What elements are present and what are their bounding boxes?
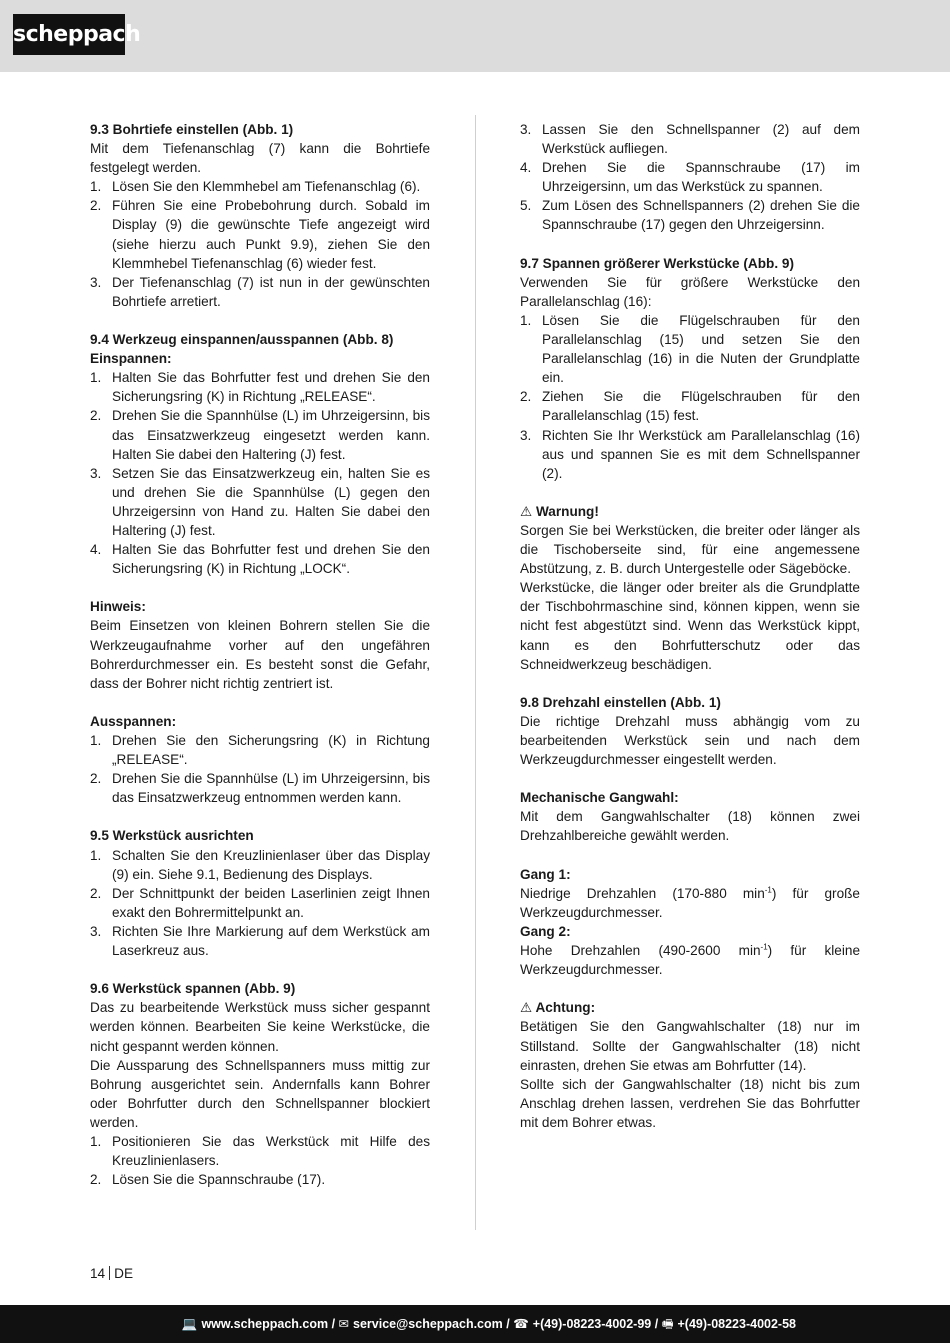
- section-9-5-heading: 9.5 Werkstück ausrichten: [90, 828, 254, 844]
- list-item: [90, 1132, 430, 1170]
- list-item-number: 1.: [90, 733, 102, 748]
- list-item-text: Halten Sie das Bohrfutter fest und drehen Sie den Sicherungsring (K) in Richtung „LOCK“.: [112, 542, 430, 577]
- section-9-6-steps: [90, 1132, 430, 1189]
- list-item-text: Lassen Sie den Schnellspanner (2) auf dem Werkstück aufliegen.: [542, 122, 860, 157]
- list-item-number: 4.: [520, 160, 532, 176]
- list-item-text: Lösen Sie den Klemmhebel am Tiefenanschlag (6).: [112, 179, 421, 195]
- section-9-7-steps: [520, 311, 860, 483]
- list-item: [520, 426, 860, 483]
- section-9-6-steps-continued: [520, 120, 860, 235]
- einspannen-steps: [90, 368, 430, 578]
- ausspannen-heading: Ausspannen:: [90, 713, 177, 729]
- list-item: [90, 731, 430, 769]
- list-item: [520, 158, 860, 196]
- list-item-text: Schalten Sie den Kreuzlinienlaser über das Display (9) ein. Siehe 9.1, Bedienung des Displays.: [112, 847, 430, 882]
- einspannen-heading: Einspannen:: [90, 351, 172, 367]
- right-column: [520, 120, 860, 1132]
- list-item-number: 2.: [90, 198, 102, 214]
- gang-1-heading: Gang 1:: [520, 866, 571, 882]
- list-item-number: 5.: [520, 198, 532, 214]
- section-9-8-heading: 9.8 Drehzahl einstellen (Abb. 1): [520, 694, 721, 710]
- section-9-5-steps: [90, 846, 430, 961]
- warning-heading-text: Warnung!: [535, 503, 599, 519]
- column-divider: [475, 115, 476, 1230]
- list-item-text: Richten Sie Ihr Werkstück am Parallelanschlag (16) aus und spannen Sie es mit dem Schnellspanner (2).: [542, 427, 860, 481]
- list-item: [520, 311, 860, 387]
- list-item-text: Lösen Sie die Spannschraube (17).: [112, 1172, 326, 1188]
- fax-icon: 🖷: [661, 1317, 674, 1331]
- warning-p2: Werkstücke, die länger oder breiter als die Grundplatte der Tischbohrmaschine sind, können kippen, wenn sie nicht fest abgestützt sind. Wenn das Werkstück kippt, kann es den Bohrfutterschutz oder das Schneidwerkzeug beschädigen.: [520, 580, 860, 672]
- section-9-7-intro: Verwenden Sie für größere Werkstücke den Parallelanschlag (16):: [520, 274, 860, 309]
- hinweis-text: Beim Einsetzen von kleinen Bohrern stellen Sie die Werkzeugaufnahme vorher auf den ungefähren Bohrerdurchmesser ein. Es besteht sonst die Gefahr, dass der Bohrer nicht richtig zentriert ist.: [90, 618, 430, 691]
- section-9-6-heading: 9.6 Werkstück spannen (Abb. 9): [90, 981, 296, 997]
- section-9-6-p1: Das zu bearbeitende Werkstück muss sicher gespannt werden können. Bearbeiten Sie keine Werkstücke, die nicht gespannt werden können.: [90, 1000, 430, 1054]
- list-item: [90, 368, 430, 406]
- list-item-text: Setzen Sie das Einsatzwerkzeug ein, halten Sie es und drehen Sie die Spannhülse (L) gegen den Uhrzeigersinn von Hand zu. Halten Sie dabei den Haltering (J) fest.: [112, 465, 430, 538]
- header-band: [0, 0, 950, 72]
- section-9-3-intro: Mit dem Tiefenanschlag (7) kann die Bohrtiefe festgelegt werden.: [90, 141, 430, 176]
- list-item-number: 2.: [90, 1172, 102, 1188]
- caution-heading-text: Achtung:: [535, 1000, 596, 1016]
- list-item: [90, 1170, 430, 1189]
- list-item-number: 1.: [90, 847, 102, 863]
- list-item-text: Der Schnittpunkt der beiden Laserlinien zeigt Ihnen exakt den Bohrermittelpunkt an.: [112, 885, 430, 920]
- list-item-text: Zum Lösen des Schnellspanners (2) drehen Sie die Spannschraube (17) gegen den Uhrzeigersinn.: [542, 198, 860, 233]
- list-item-number: 2.: [90, 771, 102, 787]
- list-item-number: 1.: [90, 179, 102, 195]
- list-item-text: Drehen Sie den Sicherungsring (K) in Richtung „RELEASE“.: [112, 733, 430, 768]
- list-item-number: 2.: [90, 408, 102, 424]
- list-item-text: Halten Sie das Bohrfutter fest und drehen Sie den Sicherungsring (K) in Richtung „RELEASE“.: [112, 370, 430, 405]
- list-item-text: Richten Sie Ihre Markierung auf dem Werkstück am Laserkreuz aus.: [112, 923, 430, 959]
- page-number-value: 14: [90, 1266, 106, 1281]
- list-item: [90, 464, 430, 540]
- section-9-6-p2: Die Aussparung des Schnellspanners muss mittig zur Bohrung ausgerichtet sein. Andernfalls kann Bohrer oder Bohrfutter durch den Schnellspanner blockiert werden.: [90, 1057, 430, 1130]
- section-9-4-heading: 9.4 Werkzeug einspannen/ausspannen (Abb. 8): [90, 332, 394, 348]
- caution-p1: Betätigen Sie den Gangwahlschalter (18) nur im Stillstand. Sollte der Gangwahlschalter (18) nicht einrasten, drehen Sie etwas am Bohrfutter (14).: [520, 1019, 860, 1073]
- list-item: [520, 120, 860, 158]
- warning-p1: Sorgen Sie bei Werkstücken, die breiter oder länger als die Tischoberseite sind, für eine angemessene Abstützung, z. B. durch Untergestelle oder Sägeböcke.: [520, 522, 860, 577]
- section-9-3-heading: 9.3 Bohrtiefe einstellen (Abb. 1): [90, 122, 294, 137]
- gang-1-text: Niedrige Drehzahlen (170-880 $\min^{-1}$) für große Werkzeugdurchmesser.: [520, 885, 860, 920]
- footer-website-link[interactable]: www.scheppach.com: [201, 1317, 329, 1331]
- footer-band: [0, 1305, 950, 1343]
- section-9-3-steps: [90, 177, 430, 311]
- list-item-number: 3.: [90, 465, 102, 481]
- list-item: [90, 196, 430, 272]
- list-item: [90, 177, 430, 196]
- caution-heading: [520, 998, 860, 1017]
- footer-fax: +(49)-08223-4002-58: [677, 1317, 796, 1331]
- mechanische-gangwahl-text: Mit dem Gangwahlschalter (18) können zwei Drehzahlbereiche gewählt werden.: [520, 809, 860, 844]
- list-item-number: 3.: [90, 923, 102, 939]
- list-item: [90, 922, 430, 960]
- list-item-text: Der Tiefenanschlag (7) ist nun in der gewünschten Bohrtiefe arretiert.: [112, 274, 430, 309]
- list-item-text: Drehen Sie die Spannhülse (L) im Uhrzeigersinn, bis das Einsatzwerkzeug entnommen werden kann.: [112, 771, 430, 806]
- list-item-number: 2.: [90, 885, 102, 901]
- warning-heading: [520, 502, 860, 521]
- page-language: DE: [114, 1266, 134, 1281]
- gang-2-text: Hohe Drehzahlen (490-2600 $\min^{-1}$) für kleine Werkzeugdurchmesser.: [520, 942, 861, 978]
- footer-email-link[interactable]: service@scheppach.com: [353, 1317, 503, 1331]
- caution-icon: ⚠: [520, 1000, 533, 1016]
- section-9-8-p1: Die richtige Drehzahl muss abhängig vom zu bearbeitenden Werkstück sein und nach dem Werkzeugdurchmesser eingestellt werden.: [520, 713, 860, 768]
- phone-icon: ☎: [513, 1317, 529, 1331]
- left-column: [90, 120, 430, 1189]
- list-item: [90, 769, 430, 807]
- list-item-text: Ziehen Sie die Flügelschrauben für den Parallelanschlag (15) fest.: [542, 389, 860, 424]
- list-item-number: 4.: [90, 542, 102, 558]
- mechanische-gangwahl-heading: Mechanische Gangwahl:: [520, 790, 679, 806]
- page-number: [90, 1266, 133, 1281]
- list-item-number: 3.: [90, 274, 102, 290]
- hinweis-heading: Hinweis:: [90, 599, 146, 615]
- list-item-number: 3.: [520, 122, 532, 137]
- list-item-number: 3.: [520, 427, 532, 443]
- section-9-7-heading: 9.7 Spannen größerer Werkstücke (Abb. 9): [520, 255, 794, 271]
- list-item-text: Lösen Sie die Flügelschrauben für den Parallelanschlag (15) und setzen Sie den Parallelanschlag (16) in die Nuten der Grundplatte ein.: [542, 312, 860, 386]
- footer-phone: +(49)-08223-4002-99: [532, 1317, 652, 1331]
- ausspannen-steps: [90, 731, 430, 807]
- list-item: [90, 406, 430, 463]
- list-item-text: Führen Sie eine Probebohrung durch. Sobald im Display (9) die gewünschte Tiefe angezeigt wird (siehe hierzu auch Punkt 9.9), ziehen Sie den Klemmhebel Tiefenanschlag (6) wieder fest.: [112, 198, 430, 271]
- list-item-number: 1.: [90, 370, 102, 386]
- list-item: [90, 846, 430, 884]
- list-item-text: Drehen Sie die Spannhülse (L) im Uhrzeigersinn, bis das Einsatzwerkzeug eingesetzt werden kann. Halten Sie dabei den Haltering (J) fest.: [112, 408, 430, 462]
- list-item-number: 2.: [520, 389, 532, 405]
- list-item: [520, 387, 860, 425]
- mail-icon: ✉: [338, 1317, 349, 1331]
- list-item-number: 1.: [90, 1133, 102, 1149]
- list-item: [90, 273, 430, 311]
- list-item: [90, 884, 430, 922]
- list-item: [90, 540, 430, 578]
- scheppach-logo: scheppach: [13, 14, 125, 55]
- footer-contact: 💻 www.scheppach.com / ✉ service@scheppach.com / ☎ +(49)-08223-4002-99 / 🖷 +(49)-08223-4002-58: [182, 1305, 796, 1343]
- list-item-text: Drehen Sie die Spannschraube (17) im Uhrzeigersinn, um das Werkstück zu spannen.: [542, 160, 860, 195]
- list-item-number: 1.: [520, 312, 532, 328]
- gang-2-heading: Gang 2:: [520, 923, 571, 939]
- computer-icon: 💻: [181, 1317, 198, 1331]
- list-item: [520, 196, 860, 234]
- list-item-text: Positionieren Sie das Werkstück mit Hilfe des Kreuzlinienlasers.: [112, 1133, 430, 1169]
- warning-icon: ⚠: [520, 503, 533, 519]
- caution-p2: Sollte sich der Gangwahlschalter (18) nicht bis zum Anschlag drehen lassen, verdrehen Sie das Bohrfutter mit dem Bohrer etwas.: [520, 1076, 860, 1130]
